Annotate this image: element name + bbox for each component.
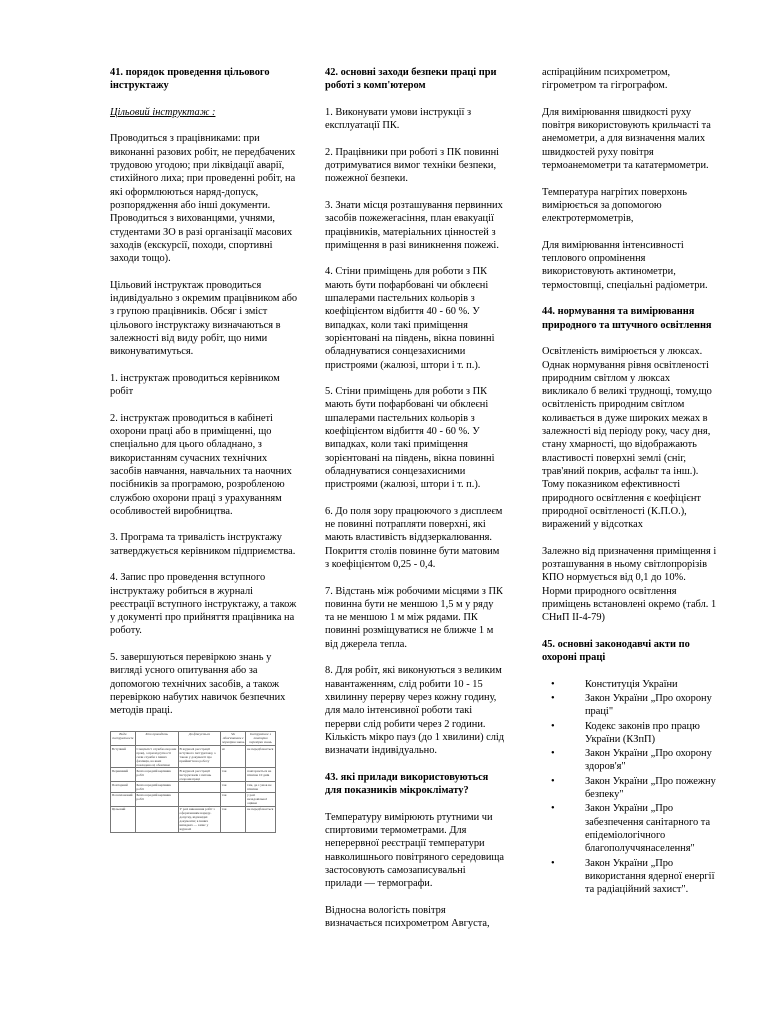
table-cell: Позаплановий [111,792,136,806]
section-43-heading: 43. які прилади використовуються для показників мікроклімату? [325,771,489,797]
paragraph: 7. Відстань між робочими місцями з ПК повинна бути не меншою 1,5 м у ряду та не меншою 1 м між рядами. ПК повинні розміщуватися не ближче 1 м від джерела тепла. [325,585,503,650]
section-42-heading: 42. основні заходи безпеки праці при роботі з комп'ютером [325,67,497,92]
table-row [111,792,276,806]
paragraph: 8. Для робіт, які виконуються з великим навантаженням, слід робити 10 - 15 хвилинну перерву через кожну годину, для мало інтенсивної роботи такі перерви слід робити через 2 години. Кількість мікро пауз (до 1 хвилини) слід визначати індивідуально. [325,665,505,757]
table-header-cell: Види інструктажів [111,731,136,745]
table-row [111,806,276,832]
table-row [111,782,276,792]
table-header-cell: Хто проводить [135,731,178,745]
table-cell: Первинний [111,768,136,782]
paragraph: аспіраційним психрометром, гігрометром та гігрографом. [542,67,671,92]
table-header-cell: Інструктаж з повторно перевірки знань [246,731,276,745]
paragraph: Освітленість вимірюється у люксах. Однак нормування рівня освітленості природним світлом у люксах викликало б великі труднощі, тому,що освітленість природним світлом коливається в дуже широких межах в залежності від періоду року, часу дня, стану хмарності, що відображають властивості поверхні землі (сніг, трав'яний покрив, асфальт та інш.). Тому показником ефективності природного освітлення є коефіцієнт природної освітленості (К.П.О.), виражений у відсотках [542,346,712,531]
table-cell [135,806,178,832]
table-cell: у разі незадовільної оцінки [246,792,276,806]
paragraph: Залежно від призначення приміщення і розташування в ньому світлопрорізів КПО нормується від 0,1 до 10%. Норми природного освітлення приміщень встановлені окремо (табл. 1 СНиП II-4-79) [542,545,717,624]
paragraph: Проводиться з працівниками: при виконанні разових робіт, не передбачених трудовою угодою; при ліквідації аварії, стихійного лиха; при проведенні робіт, на які оформлюються наряд-допуск, розпорядження або інші документи. Проводиться з вихованцями, учнями, студентами ЗО в разі організації масових заходів (екскурсії, походи, спортивні заходи тощо). [110,133,296,265]
table-cell: Спеціаліст служби охорони праці, а при відсутності сили служби з інших фахівців, на яких покладено ці обов'язки [136,746,177,767]
section-44-heading: 44. нормування та вимірювання природного та штучного освітлення [542,306,712,331]
column-left [110,66,300,833]
paragraph: 1. Виконувати умови інструкції з експлуатації ПК. [325,106,472,132]
column-middle [325,66,505,944]
section-41-heading: 41. порядок проведення цільового інструктажу [110,67,270,92]
section-41-subheading: Цільовий інструктаж : [110,106,216,118]
list-item: • Закон України „Про пожежну безпеку" [585,775,717,802]
paragraph: 5. завершуються перевіркою знань у вигляді усного опитування або за допомогою технічних засобів, а також перевіркою набутих навичок безпечних методів праці. [110,652,286,717]
table-header-row [111,731,276,745]
paragraph: 6. До поля зору працюючого з дисплеєм не повинні потрапляти поверхні, які мають властивість віддзеркалювання. Покриття столів повинне бути матовим з коефіцієнтом 0,25 - 0,4. [325,505,503,570]
paragraph: 2. Працівники при роботі з ПК повинні дотримуватися вимог техніки безпеки, пожежної безпеки. [325,146,500,185]
table-cell: так [221,782,246,792]
list-item: • Закон України „Про забезпечення санітарного та епідеміологічного благополуччянаселення" [585,802,717,855]
paragraph: 1. інструктаж проводиться керівником робіт [110,372,280,398]
list-item: • Кодекс законів про працю України (КЗпП) [585,720,717,747]
table-cell: Повторний [111,782,136,792]
table-cell: В журналі реєстрації інструктажів з питань охорони праці [178,768,220,782]
table-cell [178,782,220,792]
table-cell: там, де з умов не пізніше [246,782,276,792]
paragraph: 4. Стіни приміщень для роботи з ПК мають бути пофарбовані чи обклеєні шпалерами пастельних кольорів з коефіцієнтом відбиття 40 - 60 %. У випадках, коли такі приміщення зорієнтовані на південь, вікна повинні обладнуватися сонцезахисними пристроями (жалюзі, штори і т. п.). [325,266,495,371]
column-right [542,66,717,906]
table-cell: так [221,768,246,782]
paragraph: 4. Запис про проведення вступного інструктажу робиться в журналі реєстрації вступного інструктажу, а також у документі про прийняття працівника на роботу. [110,572,297,637]
paragraph: 3. Програма та тривалість інструктажу затверджується керівником підприємства. [110,532,296,557]
table-cell: так [221,806,246,832]
paragraph: Для вимірювання швидкості руху повітря використовують крильчасті та анемометри, а для визначення малих швидкостей руху повітря термоанемометри та кататермометри. [542,106,711,172]
table-row [111,768,276,782]
table-cell: не передбачається [246,746,276,768]
paragraph: Відносна вологість повітря визначається психрометром Августа, [325,904,490,929]
table-cell: Цільовий [111,806,136,832]
table-cell: так [221,792,246,806]
table-cell: В журналі реєстрації вступного інструктажу, а також у документі про прийняття на роботу [178,746,220,768]
paragraph: 3. Знати місця розташування первинних засобів пожежегасіння, план евакуації працівників, матеріальних цінностей з приміщення в разі виникнення пожежі. [325,199,503,251]
paragraph: Температуру вимірюють ртутними чи спиртовими термометрами. Для неперервної реєстрації температури навколишнього повітряного середовища застосовують самозаписувальні прилади — термографи. [325,811,505,890]
paragraph: Цільовий інструктаж проводиться індивідуально з окремим працівником або з групою працівників. Обсяг і зміст цільового інструктажу визначаються в залежності від виду робіт, що ними виконуватимуться. [110,279,298,358]
table-cell [178,792,220,806]
table-cell: У разі виконання робіт з оформленням наряду-допуску, відповідні документи; в інших випадках — запис у журналі [178,806,220,832]
laws-list [542,678,717,897]
instruction-types-table-wrap [110,731,276,833]
table-cell: повторюється не пізніше 10 днів [246,768,276,782]
table-cell: Безпосередній керівник робіт [135,782,178,792]
list-item: • Закон України „Про використання ядерної енергії та радіаційний захист". [585,857,717,897]
paragraph: 5. Стіни приміщень для роботи з ПК мають бути пофарбовані чи обклеєні шпалерами пастельних кольорів з коефіцієнтом відбиття 40 - 60 %. У випадках, коли такі приміщення зорієнтовані на південь, вікна повинні обладнуватися сонцезахисними пристроями (жалюзі, штори і т. п.). [325,386,495,491]
table-cell: Вступний [111,746,136,768]
table-cell: ні [221,746,246,768]
list-item: • Конституція України [585,678,717,691]
instruction-types-table [110,731,276,833]
table-cell: Безпосередній керівник робіт [135,768,178,782]
list-item: • Закон України „Про охорону праці" [585,692,717,719]
table-cell: Безпосередній керівник робіт [135,792,178,806]
section-45-heading: 45. основні законодавчі акти по охороні праці [542,638,690,664]
table-row [111,746,276,768]
paragraph: Для вимірювання інтенсивності теплового опромінення використовують актинометри, термостовпці, спеціальні радіометри. [542,239,708,291]
table-header-cell: Чи обов'язковим є перевірка знань [221,732,245,745]
paragraph: 2. інструктаж проводиться в кабінеті охорони праці або в приміщенні, що спеціально для цього обладнано, з використанням сучасних технічних засобів навчання, навчальних та наочних посібників за програмою, розробленою службою охорони праці з урахуванням особливостей виробництва. [110,412,292,517]
table-cell: не передбачається [246,806,276,832]
paragraph: Температура нагрітих поверхонь вимірюється за допомогою електротермометрів, [542,186,687,225]
table-header-cell: До фіксується [178,731,220,745]
list-item: • Закон України „Про охорону здоров'я" [585,747,717,774]
